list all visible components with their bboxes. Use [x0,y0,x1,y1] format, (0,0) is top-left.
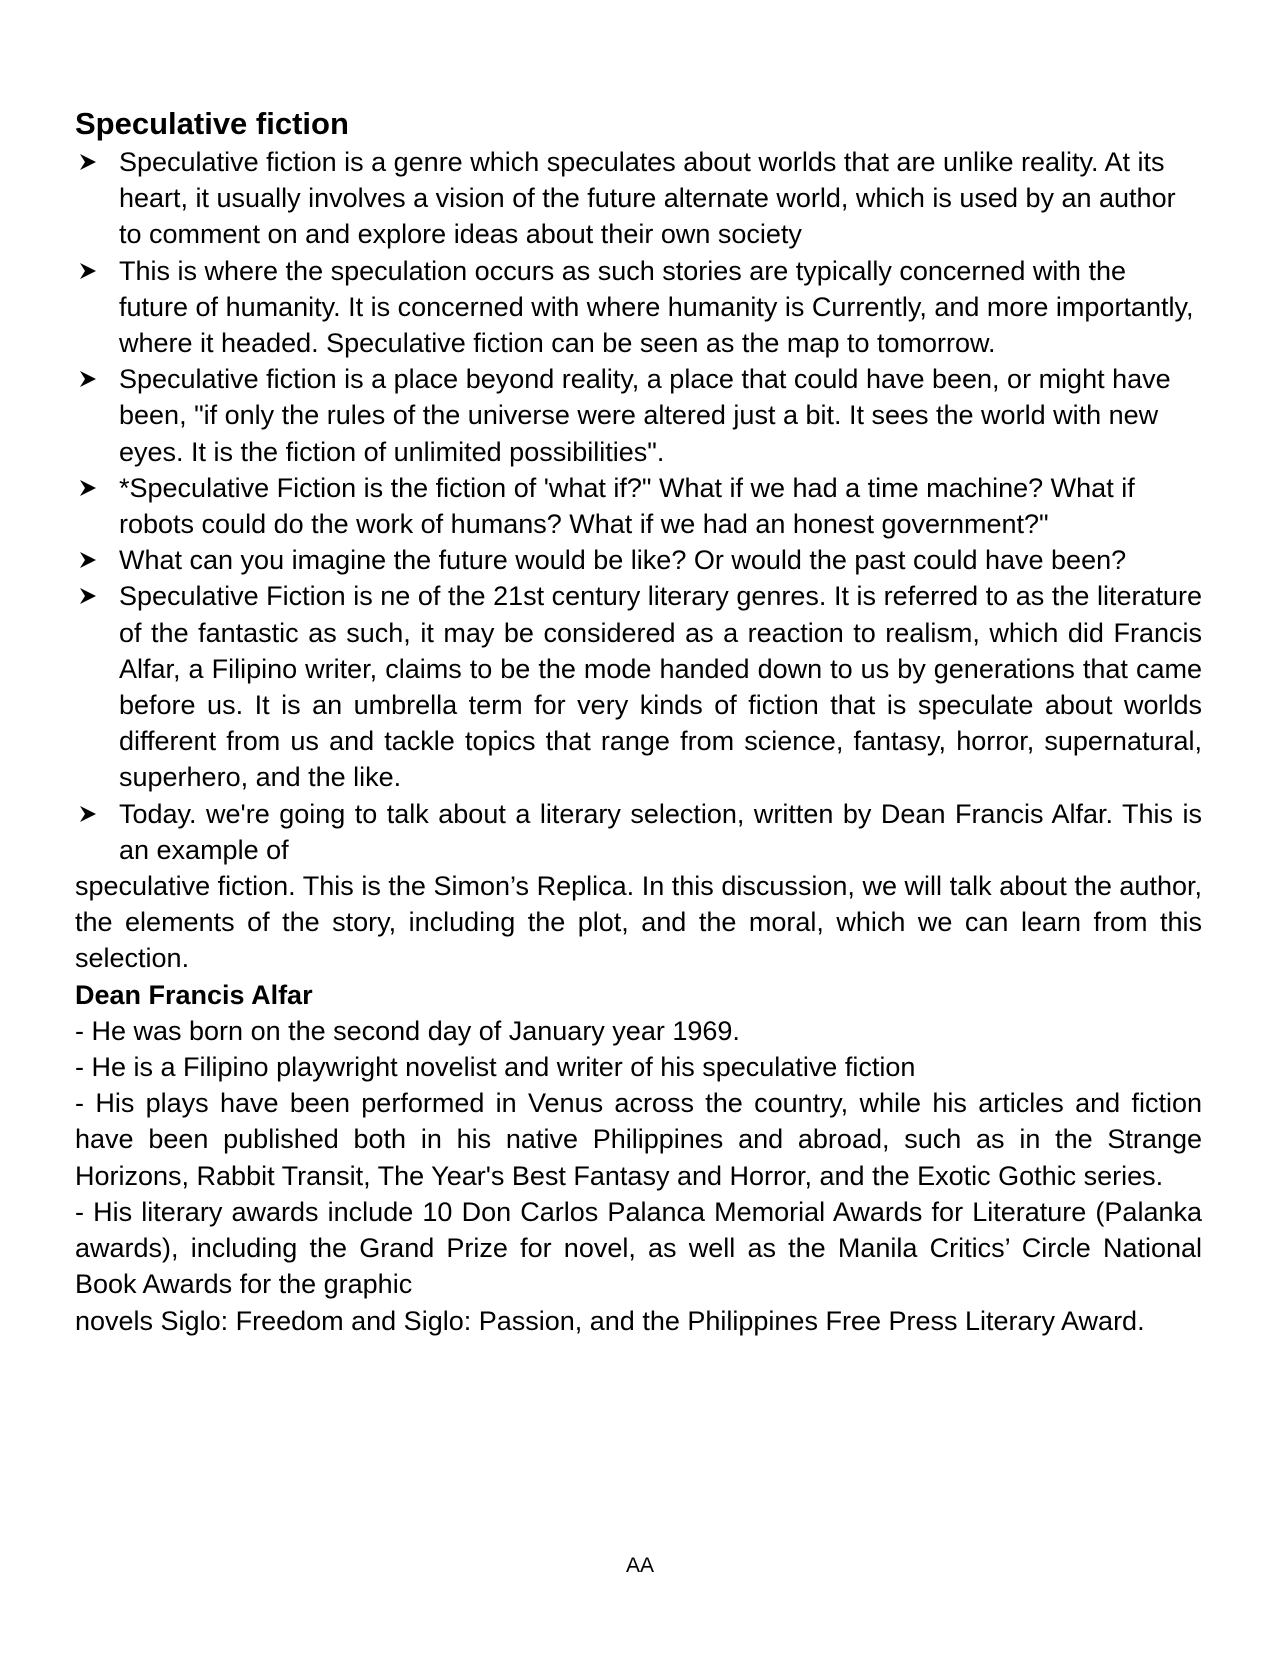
list-item [75,144,1202,253]
document-page [75,104,1202,1339]
author-fact: - His literary awards include 10 Don Carlos Palanca Memorial Awards for Literature (Palanka awards), including the Grand Prize for novel, as well as the Manila Critics’ Circle National Book Awards for the graphic [75,1196,1202,1300]
author-fact: - His plays have been performed in Venus across the country, while his articles and fiction have been published both in his native Philippines and abroad, such as in the Strange Horizons, Rabbit Transit, The Year's Best Fantasy and Horror, and the Exotic Gothic series. [75,1088,1202,1191]
list-item [75,542,1202,578]
list-item [75,361,1202,470]
author-fact: - He was born on the second day of January year 1969. [75,1015,740,1046]
arrow-bullet-icon [77,796,99,832]
bullet-text: What can you imagine the future would be like? Or would the past could have been? [119,545,1127,576]
page-title: Speculative fiction [75,106,349,141]
author-continuation: novels Siglo: Freedom and Siglo: Passion, and the Philippines Free Press Literary Award. [75,1305,1145,1336]
author-heading: Dean Francis Alfar [75,979,313,1010]
author-fact: - He is a Filipino playwright novelist and writer of his speculative fiction [75,1052,916,1083]
list-item [75,578,1202,795]
bullet-text: Speculative fiction is a place beyond reality, a place that could have been, or might have been, "if only the rules of the universe were altered just a bit. It sees the world with new eyes. It is the fiction of unlimited possibilities". [119,364,1171,467]
arrow-bullet-icon [77,578,99,614]
arrow-bullet-icon [77,144,99,180]
bullet-text: Today. we're going to talk about a literary selection, written by Dean Francis Alfar. This is an example of [119,798,1202,865]
list-item [75,796,1202,868]
list-item [75,253,1202,362]
bullet-text: Speculative fiction is a genre which speculates about worlds that are unlike reality. At its heart, it usually involves a vision of the future alternate world, which is used by an author to comment on and explore ideas about their own society [119,147,1176,250]
page-footer-label: AA [625,1554,654,1577]
bullet-text: This is where the speculation occurs as such stories are typically concerned with the future of humanity. It is concerned with where humanity is Currently, and more importantly, where it headed. Speculative fiction can be seen as the map to tomorrow. [119,255,1194,359]
arrow-bullet-icon [77,253,99,289]
arrow-bullet-icon [77,470,99,506]
bullet-text: *Speculative Fiction is the fiction of 'what if?" What if we had a time machine? What if robots could do the work of humans? What if we had an honest government?" [119,472,1135,540]
bullet-list [75,144,1202,868]
continuation-paragraph: speculative fiction. This is the Simon’s Replica. In this discussion, we will talk about the author, the elements of the story, including the plot, and the moral, which we can learn from this selection. [75,871,1202,974]
list-item [75,470,1202,542]
arrow-bullet-icon [77,542,99,578]
arrow-bullet-icon [77,361,99,397]
bullet-text: Speculative Fiction is ne of the 21st century literary genres. It is referred to as the literature of the fantastic as such, it may be considered as a reaction to realism, which did Francis Alfar, a Filipino writer, claims to be the mode handed down to us by generations that came before us. It is an umbrella term for very kinds of fiction that is speculate about worlds different from us and tackle topics that range from science, fantasy, horror, supernatural, superhero, and the like. [119,581,1202,793]
